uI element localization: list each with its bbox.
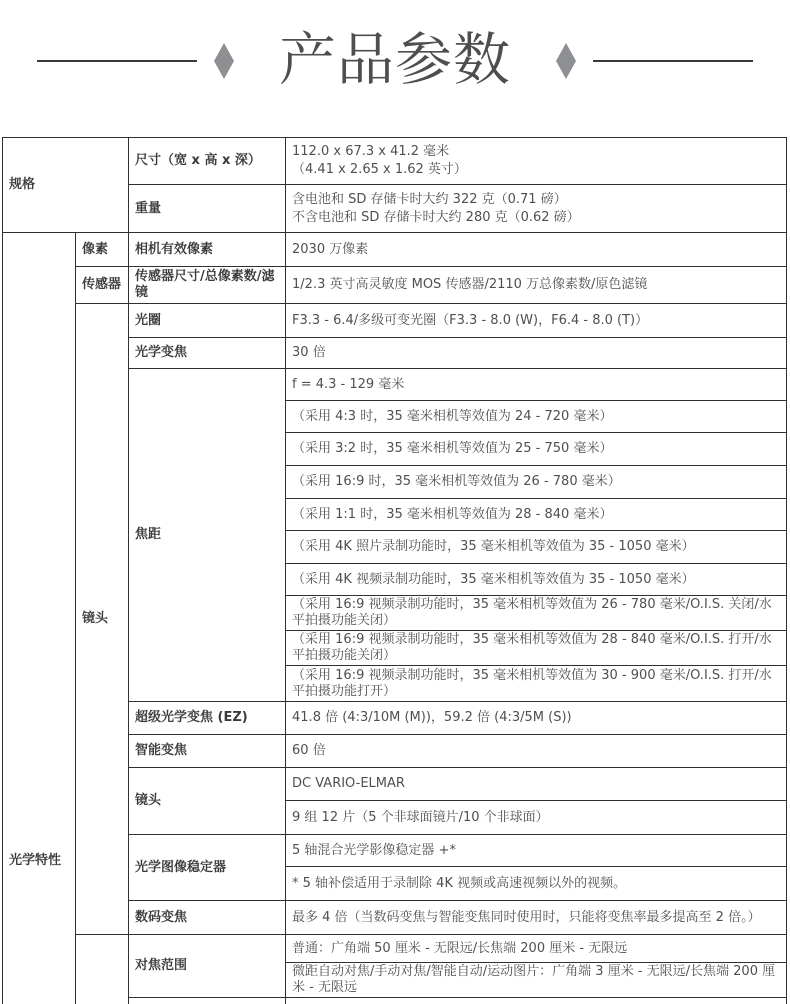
table-row: [3, 138, 787, 185]
lens-name-value-0: DC VARIO-ELMAR: [286, 768, 787, 801]
focal-length-value-8: （采用 16:9 视频录制功能时，35 毫米相机等效值为 28 - 840 毫米/O.I.S. 打开/水平拍摄功能关闭）: [286, 631, 787, 666]
divider-line-left: [37, 60, 197, 62]
focal-length-value-4: （采用 1:1 时，35 毫米相机等效值为 28 - 840 毫米）: [286, 499, 787, 531]
focus-range-value-1: 微距自动对焦/手动对焦/智能自动/运动图片：广角端 3 厘米 - 无限远/长焦端 200 厘米 - 无限远: [286, 963, 787, 998]
weight-value-line1: 含电池和 SD 存储卡时大约 322 克（0.71 磅）: [292, 191, 567, 207]
row-label-lens-name: 镜头: [129, 768, 286, 835]
row-label-effective-pixels: 相机有效像素: [129, 233, 286, 267]
focal-length-value-1: （采用 4:3 时，35 毫米相机等效值为 24 - 720 毫米）: [286, 401, 787, 433]
row-value-weight: [286, 185, 787, 233]
empty-cell: [286, 998, 787, 1004]
focal-length-value-9: （采用 16:9 视频录制功能时，35 毫米相机等效值为 30 - 900 毫米/O.I.S. 打开/水平拍摄功能打开）: [286, 666, 787, 702]
table-row: [3, 233, 787, 267]
stabilizer-value-1: * 5 轴补偿适用于录制除 4K 视频或高速视频以外的视频。: [286, 867, 787, 901]
divider-line-right: [593, 60, 753, 62]
focus-range-value-0: 普通：广角端 50 厘米 - 无限远/长焦端 200 厘米 - 无限远: [286, 935, 787, 963]
size-value-line1: 112.0 x 67.3 x 41.2 毫米: [292, 144, 450, 159]
row-value-aperture: F3.3 - 6.4/多级可变光圈（F3.3 - 8.0 (W)，F6.4 - 8.0 (T)）: [286, 304, 787, 338]
row-value-sensor: 1/2.3 英寸高灵敏度 MOS 传感器/2110 万总像素数/原色滤镜: [286, 267, 787, 304]
focal-length-value-3: （采用 16:9 时，35 毫米相机等效值为 26 - 780 毫米）: [286, 466, 787, 499]
focal-length-value-6: （采用 4K 视频录制功能时，35 毫米相机等效值为 35 - 1050 毫米）: [286, 564, 787, 596]
row-value-super-zoom: 41.8 倍 (4:3/10M (M))，59.2 倍 (4:3/5M (S)): [286, 702, 787, 735]
focal-length-value-0: f = 4.3 - 129 毫米: [286, 369, 787, 401]
row-label-super-zoom: 超级光学变焦 (EZ): [129, 702, 286, 735]
table-row: [3, 267, 787, 304]
diamond-icon-right: [556, 43, 576, 79]
row-label-focal-length: 焦距: [129, 369, 286, 702]
row-label-smart-zoom: 智能变焦: [129, 735, 286, 768]
spec-table: [2, 137, 787, 1004]
row-label-stabilizer: 光学图像稳定器: [129, 835, 286, 901]
row-value-smart-zoom: 60 倍: [286, 735, 787, 768]
row-value-size: [286, 138, 787, 185]
lens-name-value-1: 9 组 12 片（5 个非球面镜片/10 个非球面）: [286, 801, 787, 835]
row-value-effective-pixels: 2030 万像素: [286, 233, 787, 267]
row-value-optical-zoom: 30 倍: [286, 338, 787, 369]
category-spec: 规格: [3, 138, 129, 233]
focal-length-value-7: （采用 16:9 视频录制功能时，35 毫米相机等效值为 26 - 780 毫米/O.I.S. 关闭/水平拍摄功能关闭）: [286, 596, 787, 631]
category-optical: 光学特性: [3, 233, 76, 1004]
subcategory-pixel: 像素: [76, 233, 129, 267]
diamond-icon-left: [214, 43, 234, 79]
subcategory-lens: 镜头: [76, 304, 129, 935]
page-title: 产品参数: [279, 27, 511, 93]
stabilizer-value-0: 5 轴混合光学影像稳定器 +*: [286, 835, 787, 867]
weight-value-line2: 不含电池和 SD 存储卡时大约 280 克（0.62 磅）: [292, 209, 580, 225]
focal-length-value-2: （采用 3:2 时，35 毫米相机等效值为 25 - 750 毫米）: [286, 433, 787, 466]
page-header: [0, 0, 790, 137]
row-label-size: 尺寸（宽 x 高 x 深）: [129, 138, 286, 185]
table-row: [3, 304, 787, 338]
empty-cell: [129, 998, 286, 1004]
row-label-aperture: 光圈: [129, 304, 286, 338]
row-label-focus-range: 对焦范围: [129, 935, 286, 998]
subcategory-sensor: 传感器: [76, 267, 129, 304]
row-label-optical-zoom: 光学变焦: [129, 338, 286, 369]
row-label-sensor: 传感器尺寸/总像素数/滤镜: [129, 267, 286, 304]
row-label-digital-zoom: 数码变焦: [129, 901, 286, 935]
row-label-weight: 重量: [129, 185, 286, 233]
size-value-line2: （4.41 x 2.65 x 1.62 英寸）: [292, 162, 467, 177]
subcategory-focus-empty: [76, 935, 129, 1004]
row-value-digital-zoom: 最多 4 倍（当数码变焦与智能变焦同时使用时，只能将变焦率最多提高至 2 倍。）: [286, 901, 787, 935]
focal-length-value-5: （采用 4K 照片录制功能时，35 毫米相机等效值为 35 - 1050 毫米）: [286, 531, 787, 564]
table-row: [3, 935, 787, 963]
